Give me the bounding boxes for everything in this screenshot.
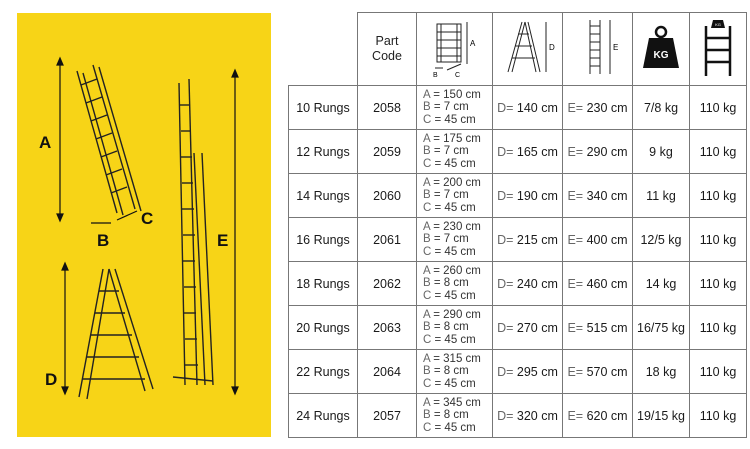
extended-height-cell (563, 174, 633, 218)
dim-d-key: D= (497, 364, 514, 379)
header-empty-cell (289, 13, 358, 86)
dim-a-value: = 315 cm (433, 352, 481, 365)
header-aframe-height (493, 13, 563, 86)
dim-a-key: A (423, 220, 431, 233)
dimension-label-d: D (45, 370, 58, 389)
extended-height-cell (563, 262, 633, 306)
table-row (289, 394, 747, 438)
table-row (289, 262, 747, 306)
rungs-cell: 12 Rungs (289, 130, 358, 174)
aframe-height-cell (493, 174, 563, 218)
table-row (289, 350, 747, 394)
weight-cell: 11 kg (633, 174, 690, 218)
aframe-ladder-drawing (79, 269, 153, 399)
dim-c-key: C (423, 377, 432, 390)
ladder-spec-table (288, 12, 747, 438)
dim-a-key: A (423, 396, 431, 409)
part-code-cell: 2062 (358, 262, 417, 306)
dim-d-value: 140 cm (516, 100, 558, 115)
part-code-label-line1: Part (375, 34, 399, 48)
aframe-height-cell (493, 130, 563, 174)
rungs-cell: 10 Rungs (289, 86, 358, 130)
dim-c-value: = 45 cm (434, 289, 476, 302)
header-extended-height (563, 13, 633, 86)
dim-c-key: C (423, 289, 432, 302)
extended-ladder-drawing (173, 79, 213, 385)
dim-d-key: D= (497, 188, 514, 203)
table-header-row (289, 13, 747, 86)
dim-d-key: D= (497, 144, 514, 159)
dim-e-key: E= (567, 320, 584, 335)
svg-text:E: E (612, 42, 618, 52)
dim-e-key: E= (567, 188, 584, 203)
dim-d-value: 295 cm (516, 364, 558, 379)
dim-c-value: = 45 cm (434, 113, 476, 126)
dim-a-value: = 260 cm (433, 264, 481, 277)
svg-text:B: B (432, 71, 438, 78)
dim-c-key: C (423, 333, 432, 346)
weight-cell: 7/8 kg (633, 86, 690, 130)
dim-b-value: = 8 cm (433, 321, 469, 334)
dim-b-value: = 8 cm (433, 409, 469, 422)
table-row (289, 306, 747, 350)
folded-dimensions-cell (417, 174, 493, 218)
max-load-cell: 110 kg (690, 174, 747, 218)
weight-cell: 16/75 kg (633, 306, 690, 350)
max-load-icon (696, 16, 740, 78)
rungs-cell: 14 Rungs (289, 174, 358, 218)
dim-d-key: D= (497, 232, 514, 247)
dim-e-value: 460 cm (586, 276, 628, 291)
dim-a-value: = 150 cm (433, 88, 481, 101)
dim-c-key: C (423, 421, 432, 434)
dim-d-value: 215 cm (516, 232, 558, 247)
dim-b-value: = 8 cm (433, 365, 469, 378)
part-code-cell: 2061 (358, 218, 417, 262)
dim-b-key: B (423, 277, 431, 290)
header-folded-dimensions (417, 13, 493, 86)
dim-d-key: D= (497, 320, 514, 335)
weight-cell: 12/5 kg (633, 218, 690, 262)
dim-d-key: D= (497, 100, 514, 115)
folded-dimensions-cell (417, 306, 493, 350)
ladder-illustration-panel (17, 13, 271, 437)
dim-c-key: C (423, 113, 432, 126)
rungs-cell: 18 Rungs (289, 262, 358, 306)
dim-a-key: A (423, 352, 431, 365)
part-code-cell: 2058 (358, 86, 417, 130)
dim-c-value: = 45 cm (434, 245, 476, 258)
aframe-height-cell (493, 86, 563, 130)
svg-text:A: A (469, 38, 475, 48)
extended-height-cell (563, 350, 633, 394)
extended-height-cell (563, 306, 633, 350)
dim-b-key: B (423, 101, 431, 114)
dim-a-value: = 290 cm (433, 308, 481, 321)
dim-c-value: = 45 cm (434, 201, 476, 214)
folded-ladder-icon (425, 16, 485, 78)
extended-height-cell (563, 394, 633, 438)
dim-b-value: = 7 cm (433, 145, 469, 158)
dim-a-key: A (423, 132, 431, 145)
svg-text:C: C (454, 71, 460, 78)
svg-text:KG: KG (715, 21, 721, 27)
dim-d-key: D= (497, 276, 514, 291)
folded-dimensions-cell (417, 262, 493, 306)
dim-e-key: E= (567, 408, 584, 423)
rungs-cell: 20 Rungs (289, 306, 358, 350)
header-part-code (358, 13, 417, 86)
dim-c-value: = 45 cm (434, 421, 476, 434)
dim-e-key: E= (567, 232, 584, 247)
table-row (289, 174, 747, 218)
dim-b-value: = 7 cm (433, 189, 469, 202)
dim-c-value: = 45 cm (434, 333, 476, 346)
max-load-cell: 110 kg (690, 306, 747, 350)
max-load-cell: 110 kg (690, 262, 747, 306)
table-row (289, 218, 747, 262)
max-load-cell: 110 kg (690, 218, 747, 262)
dim-e-key: E= (567, 100, 584, 115)
dimension-label-b: B (97, 231, 110, 250)
dim-d-value: 190 cm (516, 188, 558, 203)
max-load-cell: 110 kg (690, 350, 747, 394)
dim-e-value: 570 cm (586, 364, 628, 379)
weight-cell: 9 kg (633, 130, 690, 174)
part-code-cell: 2063 (358, 306, 417, 350)
part-code-cell: 2057 (358, 394, 417, 438)
part-code-label-line2: Code (372, 49, 402, 63)
dim-a-key: A (423, 88, 431, 101)
rungs-cell: 22 Rungs (289, 350, 358, 394)
dim-e-value: 400 cm (586, 232, 628, 247)
dim-d-key: D= (497, 408, 514, 423)
weight-icon (639, 22, 683, 72)
dim-b-value: = 7 cm (433, 101, 469, 114)
dim-e-key: E= (567, 364, 584, 379)
aframe-height-cell (493, 306, 563, 350)
dim-b-value: = 7 cm (433, 233, 469, 246)
folded-dimensions-cell (417, 350, 493, 394)
dim-e-key: E= (567, 276, 584, 291)
dim-e-value: 620 cm (586, 408, 628, 423)
extended-height-cell (563, 86, 633, 130)
dim-b-key: B (423, 145, 431, 158)
svg-text:D: D (548, 42, 555, 52)
part-code-cell: 2064 (358, 350, 417, 394)
dim-c-value: = 45 cm (434, 377, 476, 390)
dim-a-key: A (423, 308, 431, 321)
dim-b-value: = 8 cm (433, 277, 469, 290)
dim-e-value: 340 cm (586, 188, 628, 203)
max-load-cell: 110 kg (690, 130, 747, 174)
folded-ladder-drawing (77, 65, 141, 215)
folded-dimensions-cell (417, 130, 493, 174)
weight-cell: 18 kg (633, 350, 690, 394)
dim-a-value: = 345 cm (433, 396, 481, 409)
aframe-height-cell (493, 394, 563, 438)
dim-a-value: = 175 cm (433, 132, 481, 145)
dim-c-key: C (423, 201, 432, 214)
folded-dimensions-cell (417, 394, 493, 438)
dim-e-value: 290 cm (586, 144, 628, 159)
dim-d-value: 165 cm (516, 144, 558, 159)
dimension-label-a: A (39, 133, 52, 152)
dim-b-key: B (423, 321, 431, 334)
header-max-load (690, 13, 747, 86)
dim-e-value: 230 cm (586, 100, 628, 115)
table-row (289, 130, 747, 174)
dim-e-value: 515 cm (586, 320, 628, 335)
max-load-cell: 110 kg (690, 394, 747, 438)
table-row (289, 86, 747, 130)
dim-b-key: B (423, 409, 431, 422)
extended-height-cell (563, 130, 633, 174)
dim-c-value: = 45 cm (434, 157, 476, 170)
weight-cell: 19/15 kg (633, 394, 690, 438)
svg-text:KG: KG (653, 49, 669, 61)
folded-dimensions-cell (417, 86, 493, 130)
dim-e-key: E= (567, 144, 584, 159)
part-code-cell: 2059 (358, 130, 417, 174)
dim-b-key: B (423, 233, 431, 246)
dim-b-key: B (423, 189, 431, 202)
extended-height-cell (563, 218, 633, 262)
extended-ladder-icon (568, 16, 628, 78)
max-load-cell: 110 kg (690, 86, 747, 130)
dim-a-value: = 230 cm (433, 220, 481, 233)
dimension-label-c: C (141, 209, 154, 228)
aframe-height-cell (493, 262, 563, 306)
aframe-ladder-icon (498, 16, 558, 78)
rungs-cell: 16 Rungs (289, 218, 358, 262)
dim-a-key: A (423, 264, 431, 277)
dim-a-value: = 200 cm (433, 176, 481, 189)
dim-d-value: 240 cm (516, 276, 558, 291)
header-weight (633, 13, 690, 86)
part-code-cell: 2060 (358, 174, 417, 218)
rungs-cell: 24 Rungs (289, 394, 358, 438)
dim-a-key: A (423, 176, 431, 189)
aframe-height-cell (493, 218, 563, 262)
dimension-label-e: E (217, 231, 229, 250)
aframe-height-cell (493, 350, 563, 394)
dim-b-key: B (423, 365, 431, 378)
folded-dimensions-cell (417, 218, 493, 262)
dim-c-key: C (423, 245, 432, 258)
dim-c-key: C (423, 157, 432, 170)
dim-d-value: 320 cm (516, 408, 558, 423)
weight-cell: 14 kg (633, 262, 690, 306)
dim-d-value: 270 cm (516, 320, 558, 335)
